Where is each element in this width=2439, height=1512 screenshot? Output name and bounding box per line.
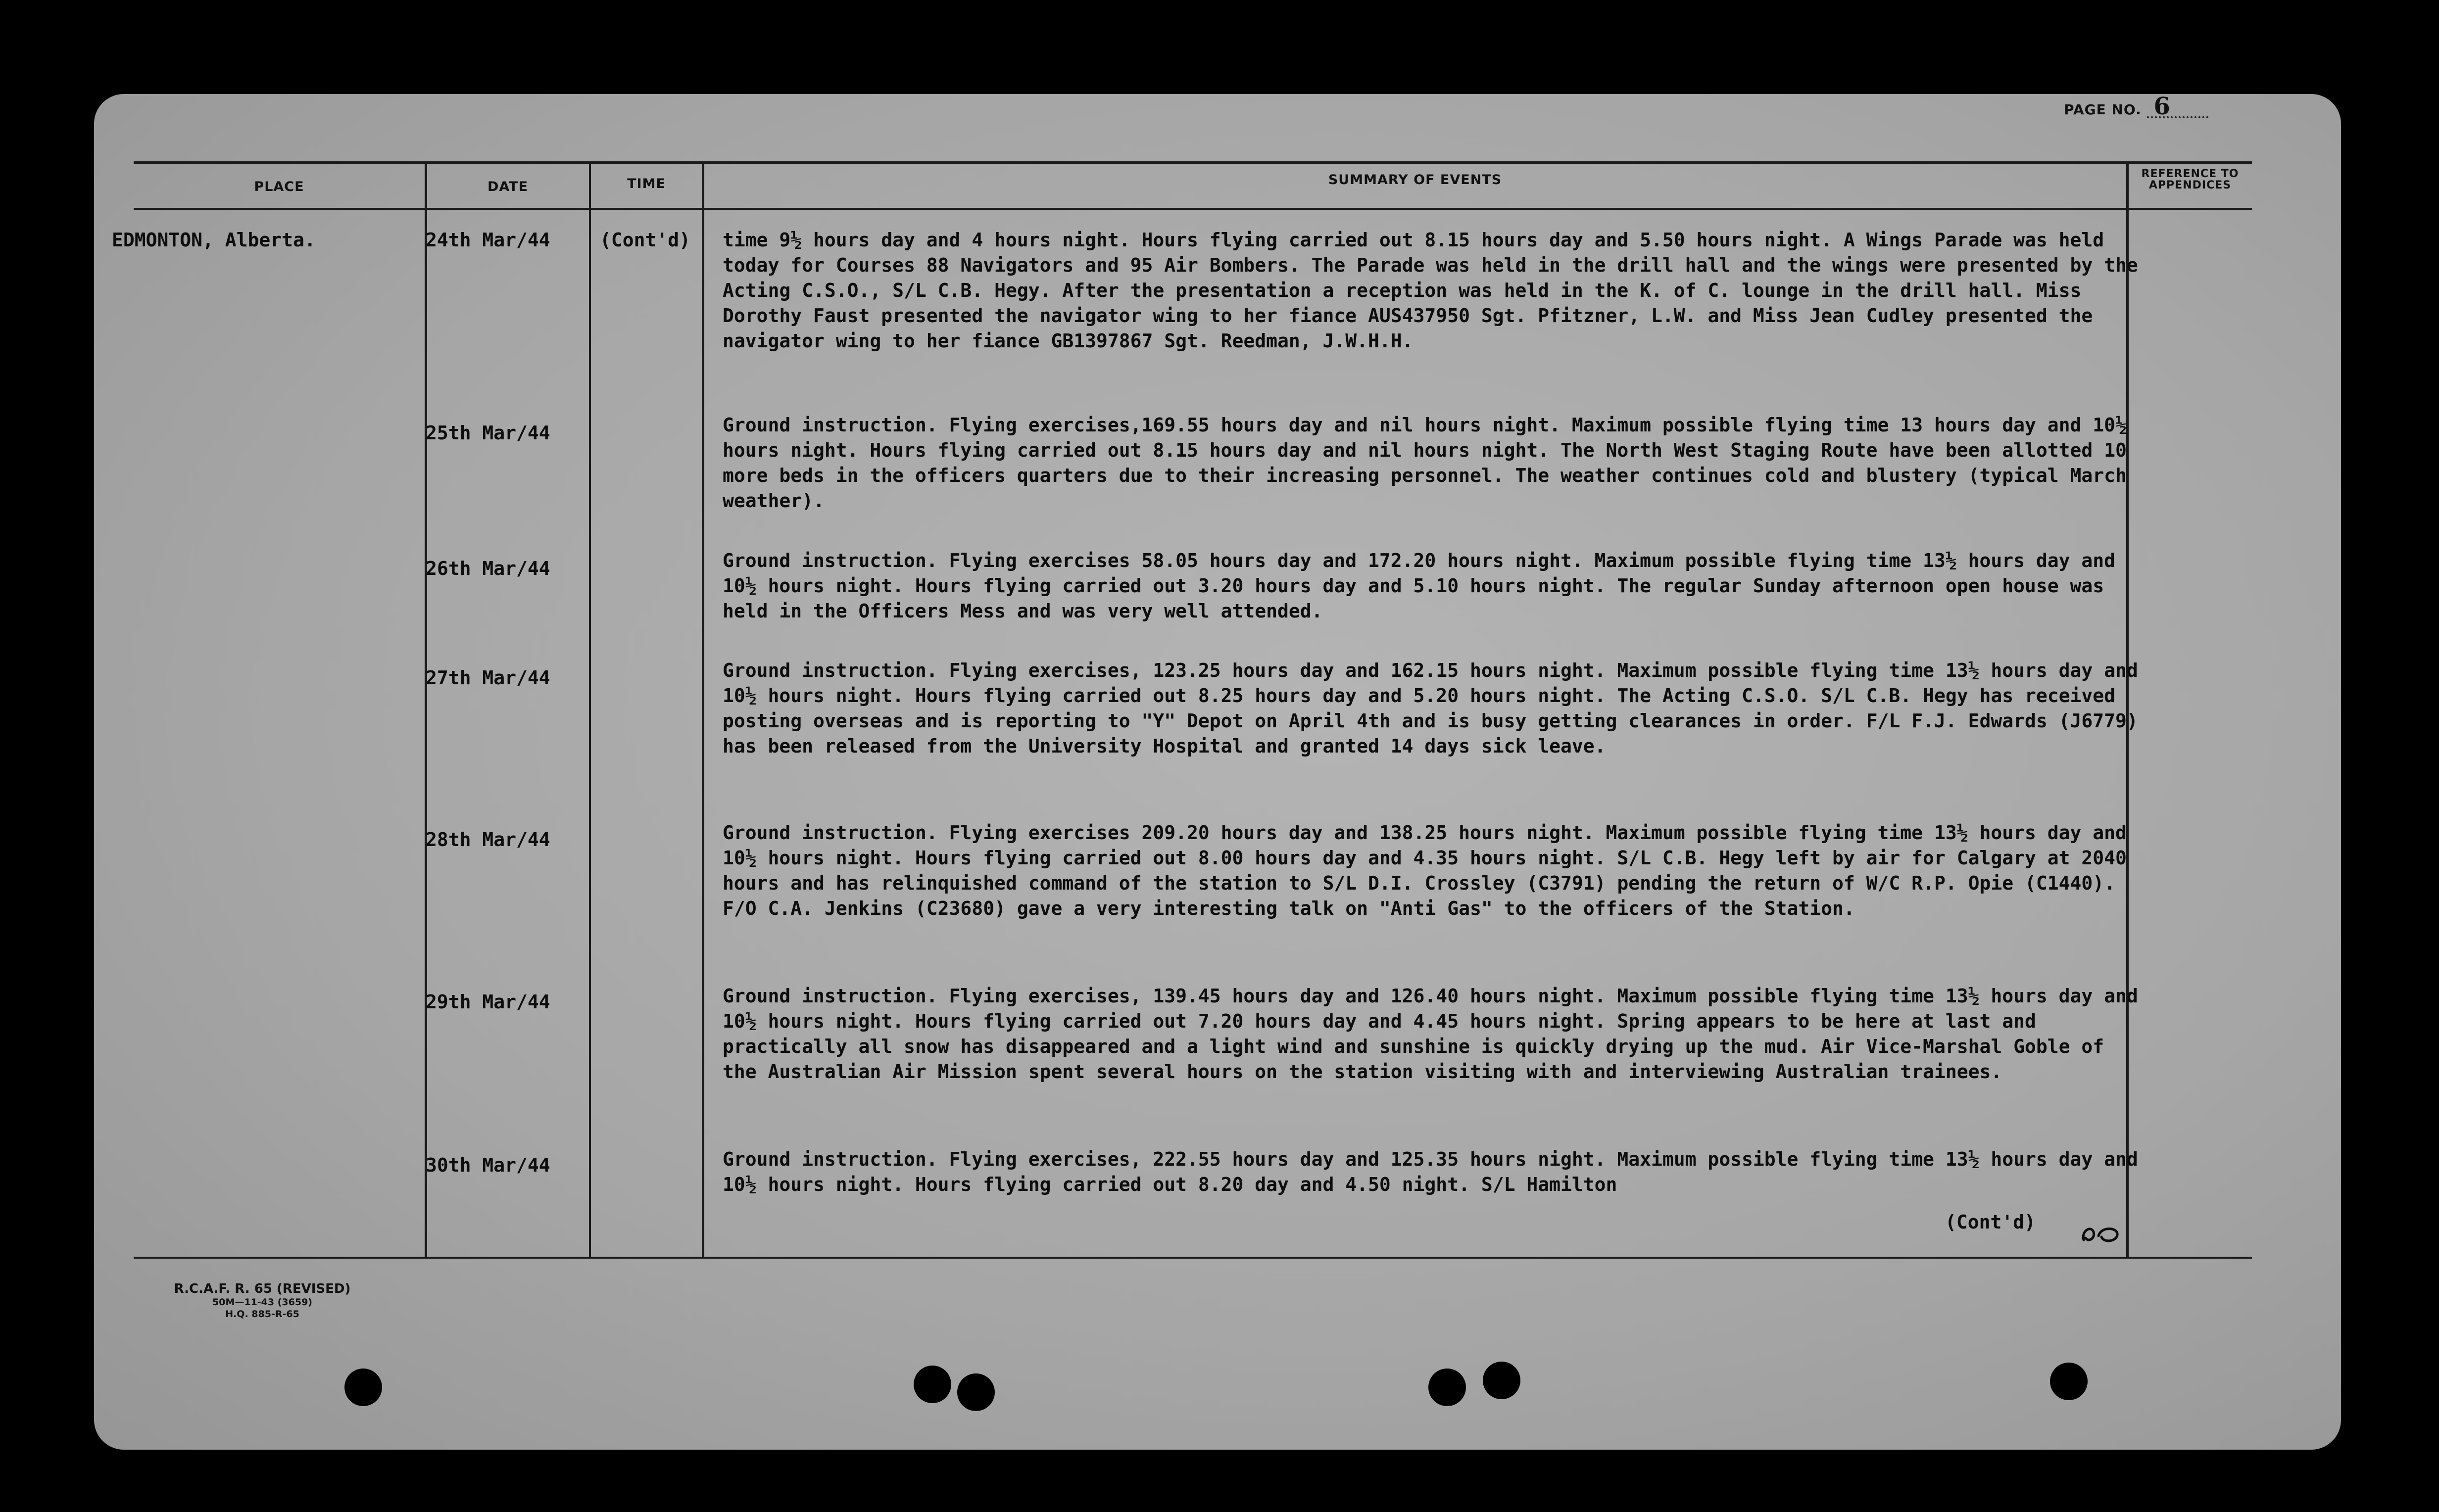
date-cell: 27th Mar/44 — [426, 667, 550, 689]
summary-entry: Ground instruction. Flying exercises, 222.55 hours day and 125.35 hours night. Maximum possible flying time 13½ hours day and 10½ hours night. Hours flying carried out 8.20 day and 4.50 night. S/L Hamilton — [723, 1148, 2138, 1195]
punch-hole — [1483, 1362, 1520, 1399]
date-cell: 25th Mar/44 — [426, 422, 550, 444]
header-reference — [2128, 168, 2252, 191]
date-cell: 30th Mar/44 — [426, 1154, 550, 1176]
summary-entry: time 9½ hours day and 4 hours night. Hours flying carried out 8.15 hours day and 5.50 hours night. A Wings Parade was held today for Courses 88 Navigators and 95 Air Bombers. The Parade was held in the drill hall and the wings were presented by the Acting C.S.O., S/L C.B. Hegy. After the presentation a reception was held in the K. of C. lounge in the drill hall. Miss Dorothy Faust presented the navigator wing to her fiance AUS437950 Sgt. Pfitzner, L.W. and Miss Jean Cudley presented the navigator wing to her fiance GB1397867 Sgt. Reedman, J.W.H.H. — [723, 229, 2138, 352]
continued-note: (Cont'd) — [1945, 1211, 2036, 1233]
punch-hole — [957, 1373, 995, 1411]
date-cell: 24th Mar/44 — [426, 229, 550, 251]
punch-hole — [2050, 1363, 2088, 1400]
column-rule-summary — [702, 161, 704, 1259]
summary-entry: Ground instruction. Flying exercises 209.20 hours day and 138.25 hours night. Maximum possible flying time 13½ hours day and 10½ hours night. Hours flying carried out 8.00 hours day and 4.35 hours night. S/L C.B. Hegy left by air for Calgary at 2040 hours and has relinquished command of the station to S/L D.I. Crossley (C3791) pending the return of W/C R.P. Opie (C1440). F/O C.A. Jenkins (C23680) gave a very interesting talk on "Anti Gas" to the officers of the Station. — [723, 822, 2127, 919]
bottom-rule — [134, 1257, 2252, 1259]
column-rule-date — [425, 161, 427, 1259]
column-rule-time — [589, 161, 591, 1259]
page-number-label: PAGE NO. — [2064, 101, 2142, 118]
header-date: DATE — [487, 179, 529, 194]
punch-hole — [344, 1369, 382, 1406]
header-rule — [134, 208, 2252, 210]
form-hq-ref: H.Q. 885-R-65 — [225, 1309, 299, 1320]
summary-entry: Ground instruction. Flying exercises 58.05 hours day and 172.20 hours night. Maximum possible flying time 13½ hours day and 10½ hours night. Hours flying carried out 3.20 hours day and 5.10 hours night. The regular Sunday afternoon open house was held in the Officers Mess and was very well attended. — [723, 550, 2115, 622]
summary-entry: Ground instruction. Flying exercises,169.55 hours day and nil hours night. Maximum possible flying time 13 hours day and 10½ hours night. Hours flying carried out 8.15 hours day and nil hours night. The North West Staging Route have been allotted 10 more beds in the officers quarters due to their increasing personnel. The weather continues cold and blustery (typical March weather). — [723, 414, 2127, 512]
page-number-value: 6 — [2147, 96, 2208, 118]
top-rule — [134, 161, 2252, 164]
date-cell: 29th Mar/44 — [426, 991, 550, 1013]
summary-entry: Ground instruction. Flying exercises, 123.25 hours day and 162.15 hours night. Maximum possible flying time 13½ hours day and 10½ hours night. Hours flying carried out 8.25 hours day and 5.20 hours night. The Acting C.S.O. S/L C.B. Hegy has received posting overseas and is reporting to "Y" Depot on April 4th and is busy getting clearances in order. F/L F.J. Edwards (J6779) has been released from the University Hospital and granted 14 days sick leave. — [723, 660, 2138, 757]
date-cell: 28th Mar/44 — [426, 829, 550, 850]
date-cell: 26th Mar/44 — [426, 558, 550, 579]
form-number: R.C.A.F. R. 65 (REVISED) — [174, 1281, 351, 1296]
punch-hole — [914, 1366, 951, 1403]
header-reference-line2: APPENDICES — [2148, 179, 2232, 191]
handwritten-initials — [2079, 1221, 2123, 1246]
header-place: PLACE — [254, 179, 304, 194]
punch-hole — [1428, 1369, 1466, 1406]
time-cell: (Cont'd) — [600, 229, 691, 251]
form-print-run: 50M—11-43 (3659) — [212, 1297, 312, 1308]
form-footer — [148, 1281, 376, 1320]
header-time: TIME — [627, 176, 666, 191]
header-reference-line1: REFERENCE TO — [2141, 168, 2239, 180]
page-number — [2064, 93, 2208, 120]
header-summary: SUMMARY OF EVENTS — [1328, 172, 1502, 188]
summary-entry: Ground instruction. Flying exercises, 139.45 hours day and 126.40 hours night. Maximum possible flying time 13½ hours day and 10½ hours night. Hours flying carried out 7.20 hours day and 4.45 hours night. Spring appears to be here at last and practically all snow has disappeared and a light wind and sunshine is quickly drying up the mud. Air Vice-Marshal Goble of the Australian Air Mission spent several hours on the station visiting with and interviewing Australian trainees. — [723, 985, 2138, 1083]
place-cell: EDMONTON, Alberta. — [112, 229, 316, 251]
